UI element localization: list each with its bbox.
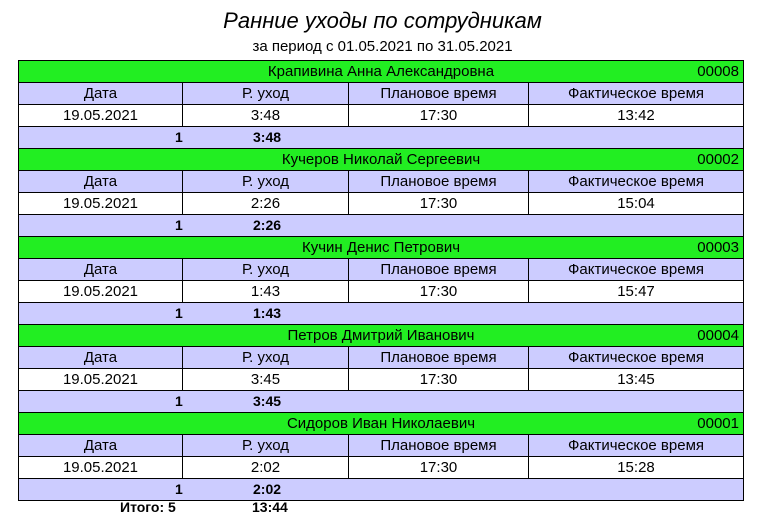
employee-total: 3:48 [253,129,282,145]
employee-header [19,60,743,82]
employee-summary-row [19,390,743,412]
employee-code: 00001 [697,415,739,432]
employee-name: Кучин Денис Петрович [301,239,461,256]
employee-count: 1 [175,393,183,409]
column-header: Фактическое время [567,173,705,190]
employee-name: Кучеров Николай Сергеевич [281,151,481,168]
table-cell: 15:04 [617,195,655,212]
employee-summary-row [19,126,743,148]
column-header: Р. уход [183,435,349,456]
report-title: Ранние уходы по сотрудникам [223,8,542,33]
employee-header [19,236,743,258]
employee-name: Сидоров Иван Николаевич [286,415,476,432]
employee-summary-row [19,302,743,324]
employee-code: 00008 [697,63,739,80]
column-header: Дата [19,347,183,368]
employee-total: 3:45 [253,393,282,409]
report-period: за период с 01.05.2021 по 31.05.2021 [252,38,513,55]
column-header: Дата [19,83,183,104]
column-header: Р. уход [183,347,349,368]
employee-header [19,324,743,346]
column-header: Р. уход [183,83,349,104]
early-leave-report-table [18,60,744,501]
table-cell: 3:48 [183,105,349,126]
table-cell: 15:28 [617,459,655,476]
grand-total-row [0,497,765,517]
column-header: Р. уход [183,171,349,192]
employee-header [19,148,743,170]
table-cell: 2:02 [183,457,349,478]
column-header: Плановое время [349,171,529,192]
table-cell: 19.05.2021 [19,369,183,390]
column-header: Плановое время [349,83,529,104]
employee-count: 1 [175,129,183,145]
table-cell: 1:43 [183,281,349,302]
table-cell: 19.05.2021 [19,105,183,126]
grand-total-time: 13:44 [252,499,288,515]
column-header-row [19,346,743,368]
column-header: Фактическое время [567,437,705,454]
employee-total: 1:43 [253,305,282,321]
employee-code: 00004 [697,327,739,344]
table-cell: 2:26 [183,193,349,214]
table-cell: 17:30 [349,369,529,390]
table-cell: 13:45 [617,371,655,388]
table-row [19,368,743,390]
table-cell: 19.05.2021 [19,281,183,302]
column-header-row [19,258,743,280]
table-cell: 15:47 [617,283,655,300]
table-cell: 17:30 [349,193,529,214]
table-cell: 3:45 [183,369,349,390]
column-header: Р. уход [183,259,349,280]
employee-name: Крапивина Анна Александровна [267,63,495,80]
column-header-row [19,170,743,192]
column-header: Фактическое время [567,85,705,102]
employee-count: 1 [175,305,183,321]
column-header: Плановое время [349,347,529,368]
table-cell: 13:42 [617,107,655,124]
column-header: Дата [19,259,183,280]
table-row [19,456,743,478]
employee-count: 1 [175,217,183,233]
employee-total: 2:02 [253,481,282,497]
employee-name: Петров Дмитрий Иванович [287,327,475,344]
table-cell: 19.05.2021 [19,193,183,214]
employee-total: 2:26 [253,217,282,233]
column-header-row [19,82,743,104]
table-row [19,104,743,126]
column-header: Фактическое время [567,261,705,278]
employee-header [19,412,743,434]
column-header: Плановое время [349,259,529,280]
table-cell: 17:30 [349,457,529,478]
column-header: Плановое время [349,435,529,456]
column-header-row [19,434,743,456]
employee-code: 00003 [697,239,739,256]
table-cell: 17:30 [349,105,529,126]
column-header: Фактическое время [567,349,705,366]
table-row [19,192,743,214]
table-cell: 17:30 [349,281,529,302]
employee-summary-row [19,214,743,236]
column-header: Дата [19,171,183,192]
table-row [19,280,743,302]
grand-total-label: Итого: 5 [120,499,176,515]
column-header: Дата [19,435,183,456]
employee-count: 1 [175,481,183,497]
employee-code: 00002 [697,151,739,168]
table-cell: 19.05.2021 [19,457,183,478]
